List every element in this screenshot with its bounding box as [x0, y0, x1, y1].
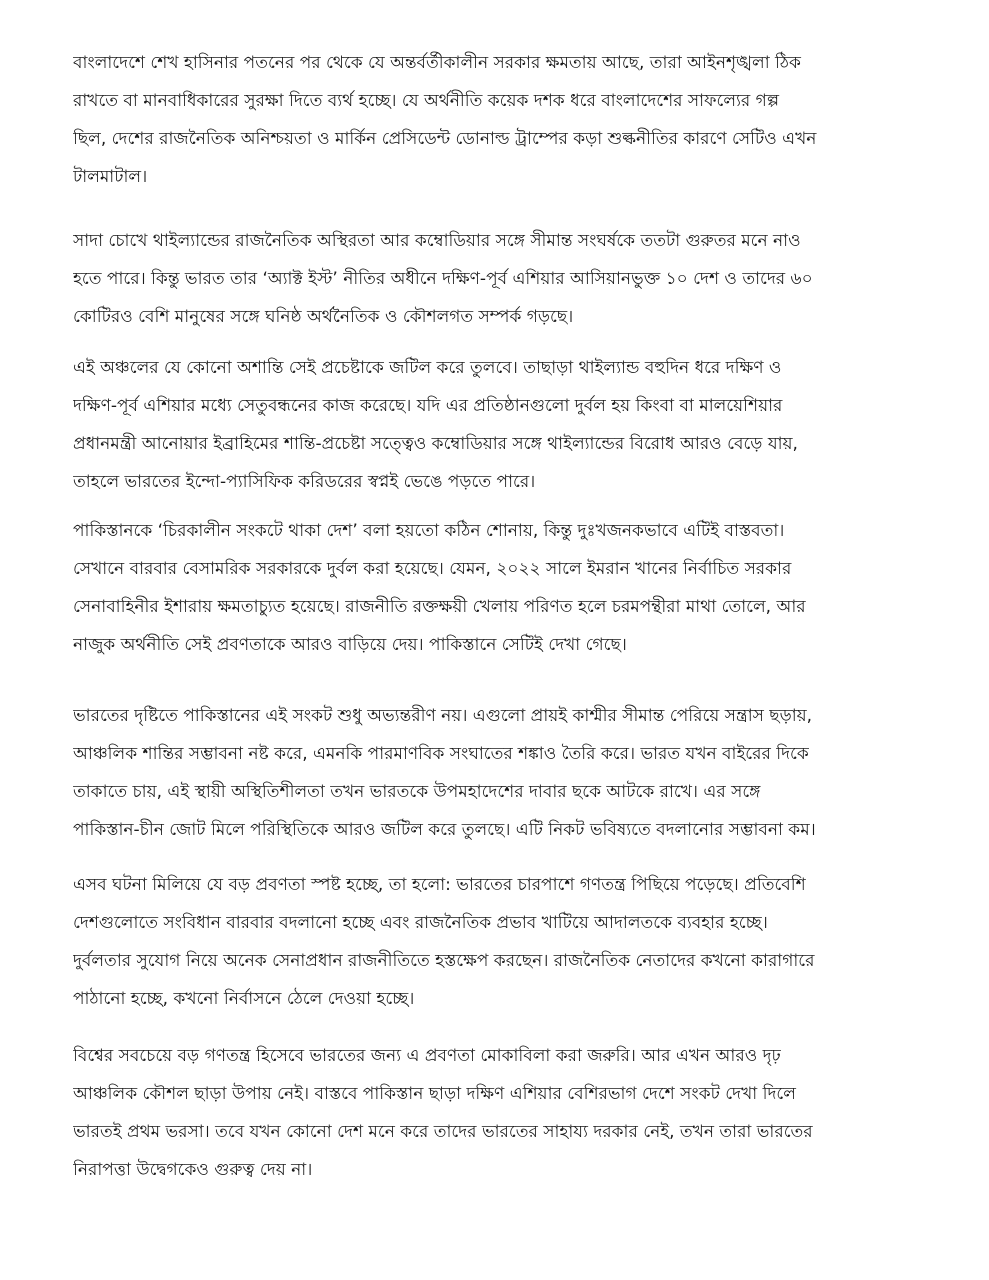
text-line: সেনাবাহিনীর ইশারায় ক্ষমতাচ্যুত হয়েছে। রাজনীতি রক্তক্ষয়ী খেলায় পরিণত হলে চরমপন্থীরা মাথা তোলে, আর [73, 597, 806, 617]
paragraph-conclusion [73, 1037, 933, 1189]
paragraph-democracy-trend [73, 866, 933, 1018]
paragraph-region-unrest [73, 349, 933, 501]
text-line: সেখানে বারবার বেসামরিক সরকারকে দুর্বল করা হয়েছে। যেমন, ২০২২ সালে ইমরান খানের নির্বাচিত সরকার [73, 559, 792, 579]
paragraph-thailand [73, 222, 933, 336]
text-line: পাকিস্তানকে ‘চিরকালীন সংকটে থাকা দেশ’ বলা হয়তো কঠিন শোনায়, কিন্তু দুঃখজনকভাবে এটিই বাস্তবতা। [73, 521, 785, 541]
text-line: টালমাটাল। [73, 167, 148, 187]
text-line: পাকিস্তান-চীন জোট মিলে পরিস্থিতিকে আরও জটিল করে তুলছে। এটি নিকট ভবিষ্যতে বদলানোর সম্ভাবনা কম। [73, 820, 816, 840]
text-line: ভারতের দৃষ্টিতে পাকিস্তানের এই সংকট শুধু অভ্যন্তরীণ নয়। এগুলো প্রায়ই কাশ্মীর সীমান্ত পেরিয়ে সন্ত্রাস ছড়ায়, [73, 706, 813, 726]
text-line: এই অঞ্চলের যে কোনো অশান্তি সেই প্রচেষ্টাকে জটিল করে তুলবে। তাছাড়া থাইল্যান্ড বহুদিন ধরে দক্ষিণ ও [73, 358, 782, 378]
text-line: পাঠানো হচ্ছে, কখনো নির্বাসনে ঠেলে দেওয়া হচ্ছে। [73, 989, 415, 1009]
text-line: দেশগুলোতে সংবিধান বারবার বদলানো হচ্ছে এবং রাজনৈতিক প্রভাব খাটিয়ে আদালতকে ব্যবহার হচ্ছে। [73, 913, 768, 933]
text-line: ছিল, দেশের রাজনৈতিক অনিশ্চয়তা ও মার্কিন প্রেসিডেন্ট ডোনাল্ড ট্রাম্পের কড়া শুল্কনীতির কারণে সেটিও এখন [73, 129, 817, 149]
text-line: নিরাপত্তা উদ্বেগকেও গুরুত্ব দেয় না। [73, 1160, 313, 1180]
text-line: নাজুক অর্থনীতি সেই প্রবণতাকে আরও বাড়িয়ে দেয়। পাকিস্তানে সেটিই দেখা গেছে। [73, 635, 627, 655]
text-line: তাহলে ভারতের ইন্দো-প্যাসিফিক করিডরের স্বপ্নই ভেঙে পড়তে পারে। [73, 472, 536, 492]
text-line: হতে পারে। কিন্তু ভারত তার ‘অ্যাক্ট ইস্ট’ নীতির অধীনে দক্ষিণ-পূর্ব এশিয়ার আসিয়ানভুক্ত ১০ দেশ ও তাদের ৬০ [73, 269, 813, 289]
text-line: দক্ষিণ-পূর্ব এশিয়ার মধ্যে সেতুবন্ধনের কাজ করেছে। যদি এর প্রতিষ্ঠানগুলো দুর্বল হয় কিংবা বা মালয়েশিয়ার [73, 396, 783, 416]
text-line: রাখতে বা মানবাধিকারের সুরক্ষা দিতে ব্যর্থ হচ্ছে। যে অর্থনীতি কয়েক দশক ধরে বাংলাদেশের সাফল্যের গল্প [73, 91, 779, 111]
text-line: আঞ্চলিক কৌশল ছাড়া উপায় নেই। বাস্তবে পাকিস্তান ছাড়া দক্ষিণ এশিয়ার বেশিরভাগ দেশে সংকট দেখা দিলে [73, 1084, 796, 1104]
text-line: কোটিরও বেশি মানুষের সঙ্গে ঘনিষ্ঠ অর্থনৈতিক ও কৌশলগত সম্পর্ক গড়ছে। [73, 307, 574, 327]
text-line: আঞ্চলিক শান্তির সম্ভাবনা নষ্ট করে, এমনকি পারমাণবিক সংঘাতের শঙ্কাও তৈরি করে। ভারত যখন বাইরের দিকে [73, 744, 809, 764]
text-line: বাংলাদেশে শেখ হাসিনার পতনের পর থেকে যে অন্তর্বর্তীকালীন সরকার ক্ষমতায় আছে, তারা আইনশৃঙ্খলা ঠিক [73, 53, 801, 73]
text-line: দুর্বলতার সুযোগ নিয়ে অনেক সেনাপ্রধান রাজনীতিতে হস্তক্ষেপ করছেন। রাজনৈতিক নেতাদের কখনো কারাগারে [73, 951, 815, 971]
text-line: ভারতই প্রথম ভরসা। তবে যখন কোনো দেশ মনে করে তাদের ভারতের সাহায্য দরকার নেই, তখন তারা ভারতের [73, 1122, 813, 1142]
text-line: প্রধানমন্ত্রী আনোয়ার ইব্রাহিমের শান্তি-প্রচেষ্টা সত্ত্বেও কম্বোডিয়ার সঙ্গে থাইল্যান্ডের বিরোধ আরও বেড়ে যায়, [73, 434, 798, 454]
paragraph-pakistan [73, 512, 933, 664]
paragraph-india-view [73, 697, 933, 849]
text-line: তাকাতে চায়, এই স্থায়ী অস্থিতিশীলতা তখন ভারতকে উপমহাদেশের দাবার ছকে আটকে রাখে। এর সঙ্গে [73, 782, 761, 802]
text-line: বিশ্বের সবচেয়ে বড় গণতন্ত্র হিসেবে ভারতের জন্য এ প্রবণতা মোকাবিলা করা জরুরি। আর এখন আরও দৃঢ় [73, 1046, 781, 1066]
paragraph-bangladesh [73, 44, 933, 196]
text-line: এসব ঘটনা মিলিয়ে যে বড় প্রবণতা স্পষ্ট হচ্ছে, তা হলো: ভারতের চারপাশে গণতন্ত্র পিছিয়ে পড়েছে। প্রতিবেশি [73, 875, 806, 895]
text-line: সাদা চোখে থাইল্যান্ডের রাজনৈতিক অস্থিরতা আর কম্বোডিয়ার সঙ্গে সীমান্ত সংঘর্ষকে ততটা গুরুতর মনে নাও [73, 231, 801, 251]
